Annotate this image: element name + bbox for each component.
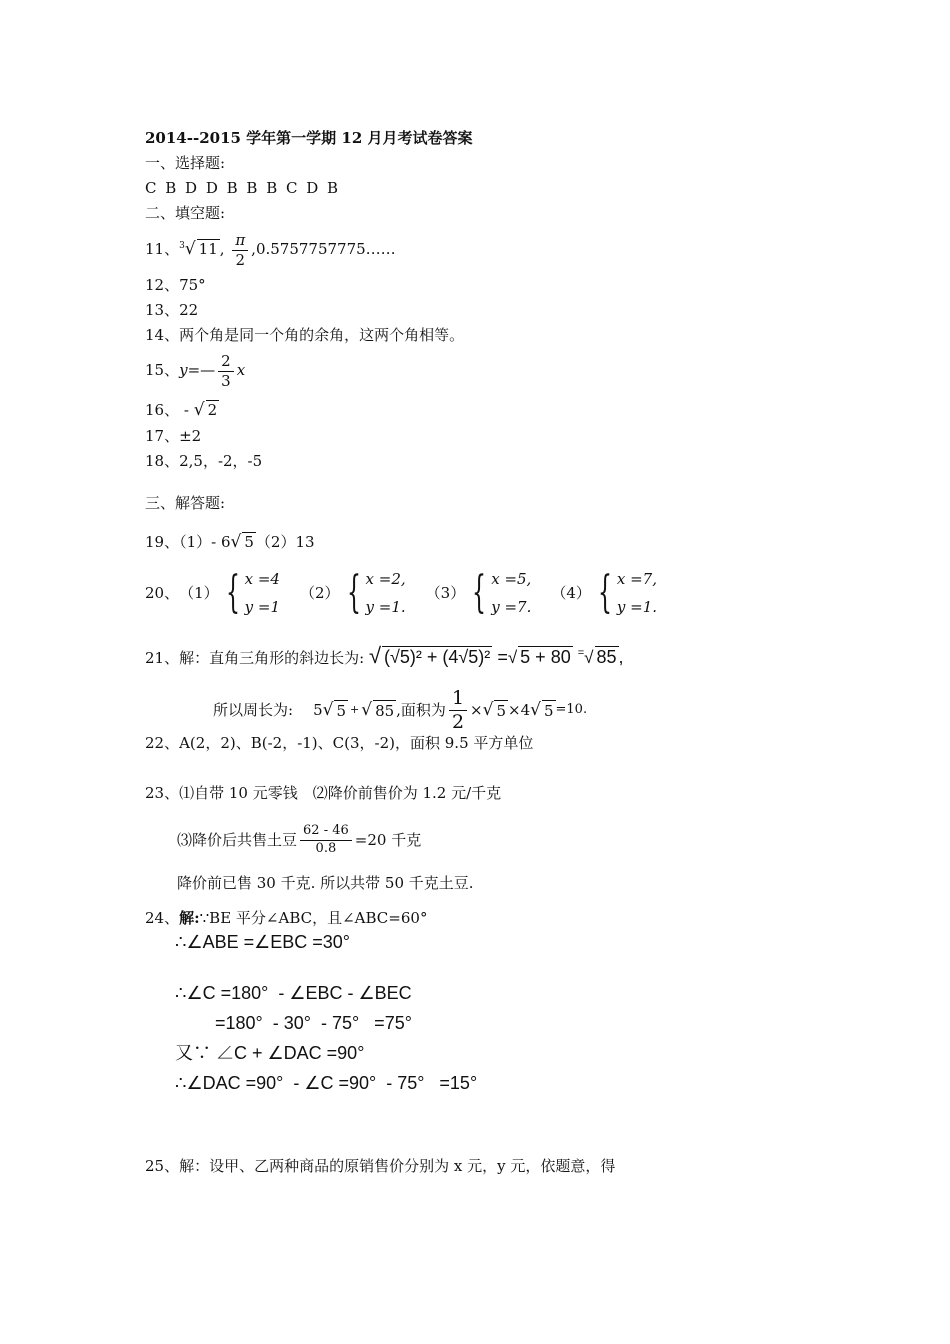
q21-half [449,688,467,733]
radical-sign-icon: √ [322,700,334,720]
q21-half-d: 2 [451,710,465,733]
q16-num: 16、 [145,401,180,419]
answer-24-line-6: ∴∠DAC =90° - ∠C =90° - 75° =15° [175,1073,478,1093]
brace-icon: { [597,567,612,618]
q20-label-1: （1） [179,584,219,602]
brace-icon: { [472,567,487,618]
brace-icon: { [346,567,361,618]
q21-per1: 5 [313,701,323,719]
answer-21-line-1 [145,643,624,668]
answer-24-line-4: =180° - 30° - 75° =75° [215,1013,412,1033]
q21-per-rad1: 5 [336,701,346,720]
radical-sign-icon: √ [482,700,494,720]
q21-hyp [368,643,624,668]
q11-radicand: 11 [198,240,218,258]
q21-times2: ×4 [508,701,531,719]
answer-18: 18、2,5，-2，-5 [145,452,263,470]
q20-system-4 [591,569,657,617]
answer-23-line-1: 23、⑴自带 10 元零钱 ⑵降价前售价为 1.2 元/千克 [145,784,502,802]
q21-per-rad2: 85 [375,701,395,720]
q20-s3-y: y =7. [491,598,532,616]
q23-fn: 62 - 46 [300,824,352,840]
section-3-heading: 三、解答题: [145,494,226,512]
q11-root-index: 3 [179,241,185,251]
answer-24-line-1 [145,908,427,928]
q19-rad: 5 [244,533,254,551]
answer-15 [145,353,245,389]
q21-half-n: 1 [449,688,467,711]
q20-label-3: （3） [425,584,466,602]
q21-comma: , [618,647,624,667]
q20-s2-x: x =2, [365,570,406,588]
radical-sign-icon: √ [507,648,518,667]
radical-sign-icon: √ [584,648,594,667]
answer-14: 14、两个角是同一个角的余角，这两个角相等。 [145,326,465,344]
radical-sign-icon: √ [193,400,205,420]
answer-13: 13、22 [145,301,199,319]
q19-num: 19、 [145,533,180,551]
q21-prefix: 21、解：直角三角形的斜边长为: [145,649,365,667]
q21-times1: × [470,701,483,719]
q11-two: 2 [235,250,246,269]
q20-system-1 [219,569,280,617]
q20-s4-x: x =7, [616,570,657,588]
choice-answers: C B D D B B B C D B [145,179,341,197]
q20-num: 20、 [145,584,180,602]
answer-21-line-2 [213,686,588,733]
q16-radicand: 2 [207,401,218,419]
q21-area-res: =10. [555,702,588,717]
q20-label-4: （4） [551,584,591,602]
q11-pi: π [232,232,248,251]
q19-p1: （1）- 6 [179,533,231,551]
q15-num: 15、 [145,361,180,379]
answer-23-line-2 [177,818,421,862]
radical-sign-icon: √ [530,700,541,720]
q24-l1: ∵BE 平分∠ABC，且∠ABC=60° [199,909,428,927]
answer-20 [145,565,657,621]
q21-area-label: ,面积为 [396,701,446,719]
answer-16 [145,400,219,420]
answer-24-line-5: 又∵ ∠C + ∠DAC =90° [175,1043,365,1063]
radical-sign-icon: √ [230,532,242,552]
q21-eq1: = [497,647,508,667]
q20-s2-y: y =1. [365,598,406,616]
q23-l2-prefix: ⑶降价后共售土豆 [177,831,298,849]
answer-24-line-3: ∴∠C =180° - ∠EBC - ∠BEC [175,983,412,1003]
radical-sign-icon: √ [184,239,196,259]
q15-x: x [236,361,246,379]
q15-fraction [218,353,234,389]
q23-l2-suffix: =20 千克 [354,831,422,849]
brace-icon: { [225,567,240,618]
q21-a-rad1: 5 [496,701,506,720]
answer-12: 12、75° [145,276,206,294]
q20-system-3 [465,569,531,617]
q20-system-2 [340,569,406,617]
section-1-heading: 一、选择题: [145,154,226,172]
q20-s1-y: y =1 [244,598,280,616]
answer-25: 25、解：设甲、乙两种商品的原销售价分别为 x 元，y 元，依题意，得 [145,1157,616,1175]
q21-eq2: = [577,647,585,659]
q16-minus: - [183,401,189,419]
answer-17: 17、±2 [145,427,202,445]
section-2-heading: 二、填空题: [145,204,226,222]
q20-s1-x: x =4 [244,570,280,588]
q21-hyp-inner: (√5)² + (4√5)² [384,647,491,667]
q24-num: 24、 [145,909,180,927]
q15-n: 2 [218,353,234,372]
q15-lhs: y=— [179,361,216,379]
doc-title: 2014--2015 学年第一学期 12 月月考试卷答案 [145,129,473,147]
answer-22: 22、A(2，2)、B(-2，-1)、C(3，-2)，面积 9.5 平方单位 [145,734,534,752]
q11-num: 11、 [145,240,180,258]
q23-fraction [300,824,352,856]
q20-label-2: （2） [300,584,340,602]
q21-a-rad2: 5 [543,701,554,720]
answer-24-line-2: ∴∠ABE =∠EBC =30° [175,932,350,952]
q19-p2: （2）13 [255,533,315,551]
radical-sign-icon: √ [368,643,382,668]
q23-fd: 0.8 [315,840,337,856]
q15-d: 3 [221,371,231,390]
q21-per-plus: + [350,703,360,716]
q21-mid: 5 + 80 [520,647,571,667]
q21-l2-prefix: 所以周长为: [213,701,294,719]
q20-s4-y: y =1. [616,598,658,616]
q11-tail: ,0.5757757775…… [251,240,396,258]
q11-fraction [232,232,248,268]
q21-res: 85 [596,647,617,667]
answer-23-line-3: 降价前已售 30 千克. 所以共带 50 千克土豆. [177,874,474,892]
radical-sign-icon: √ [361,700,373,720]
q20-s3-x: x =5, [491,570,532,588]
answer-19 [145,532,315,552]
answer-11: 11、$^3$√ 11 , $\frac{\pi}{2}$ ,0.5757757775…… [145,231,396,269]
q24-jie: 解: [179,909,200,927]
